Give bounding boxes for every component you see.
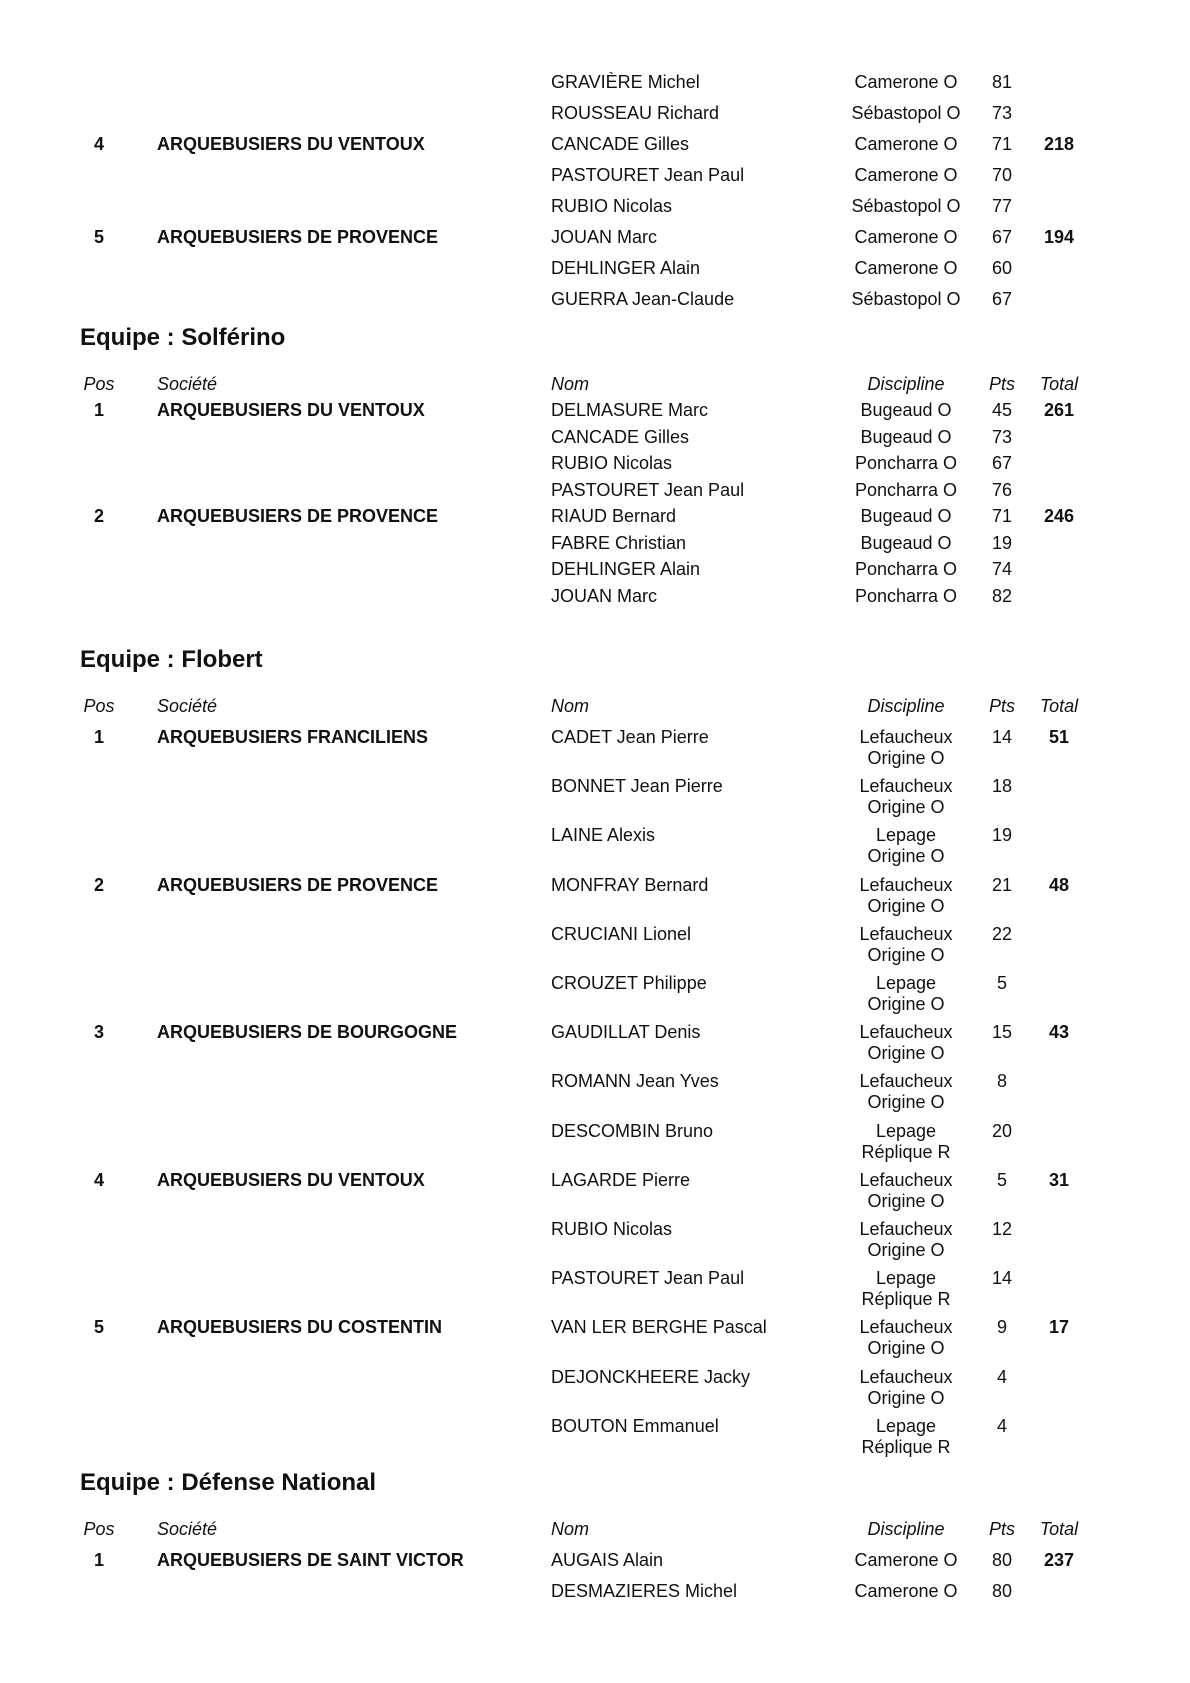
row-pts: 71: [991, 506, 1013, 526]
row-pts: 73: [991, 427, 1013, 447]
row-societe: ARQUEBUSIERS DU VENTOUX: [157, 400, 425, 420]
row-discipline: Lefaucheux: [859, 875, 953, 895]
row-pos: 3: [93, 1022, 104, 1042]
row-nom: LAINE Alexis: [551, 825, 656, 845]
row-discipline: Origine O: [867, 797, 945, 817]
row-pts: 12: [991, 1219, 1013, 1239]
row-discipline: Réplique R: [861, 1289, 951, 1309]
col-header-societe: Société: [157, 1519, 218, 1539]
row-discipline: Poncharra O: [854, 453, 958, 473]
row-discipline: Camerone O: [854, 227, 958, 247]
row-pts: 5: [996, 973, 1007, 993]
row-pos: 1: [93, 1550, 104, 1570]
row-nom: ROUSSEAU Richard: [551, 103, 720, 123]
row-discipline: Origine O: [867, 846, 945, 866]
row-pts: 9: [996, 1317, 1007, 1337]
row-discipline: Origine O: [867, 945, 945, 965]
col-header-nom: Nom: [551, 374, 590, 394]
col-header-discipline: Discipline: [867, 374, 945, 394]
row-discipline: Camerone O: [854, 165, 958, 185]
row-discipline: Lepage: [875, 973, 937, 993]
col-header-pos: Pos: [83, 1519, 115, 1539]
row-total: 237: [1043, 1550, 1075, 1570]
row-discipline: Lefaucheux: [859, 1219, 953, 1239]
col-header-societe: Société: [157, 374, 218, 394]
col-header-total: Total: [1039, 374, 1079, 394]
row-nom: RUBIO Nicolas: [551, 453, 673, 473]
row-pos: 5: [93, 227, 104, 247]
row-pts: 5: [996, 1170, 1007, 1190]
row-nom: DESMAZIERES Michel: [551, 1581, 738, 1601]
row-discipline: Origine O: [867, 748, 945, 768]
row-discipline: Lepage: [875, 1416, 937, 1436]
row-nom: AUGAIS Alain: [551, 1550, 664, 1570]
row-discipline: Sébastopol O: [851, 196, 961, 216]
section-title: Equipe : Solférino: [80, 324, 286, 351]
col-header-pts: Pts: [988, 696, 1015, 716]
row-societe: ARQUEBUSIERS DU VENTOUX: [157, 1170, 425, 1190]
row-discipline: Lefaucheux: [859, 776, 953, 796]
row-discipline: Lepage: [875, 825, 937, 845]
row-total: 31: [1048, 1170, 1070, 1190]
row-nom: DEHLINGER Alain: [551, 258, 701, 278]
row-pos: 2: [93, 506, 104, 526]
row-pts: 4: [996, 1367, 1007, 1387]
row-pts: 67: [991, 453, 1013, 473]
row-pts: 8: [996, 1071, 1007, 1091]
row-pts: 80: [991, 1581, 1013, 1601]
col-header-pos: Pos: [83, 696, 115, 716]
row-pts: 21: [991, 875, 1013, 895]
row-nom: RUBIO Nicolas: [551, 196, 673, 216]
row-nom: DESCOMBIN Bruno: [551, 1121, 714, 1141]
row-pts: 70: [991, 165, 1013, 185]
row-nom: CROUZET Philippe: [551, 973, 707, 993]
row-discipline: Origine O: [867, 1191, 945, 1211]
row-pts: 19: [991, 825, 1013, 845]
row-nom: DELMASURE Marc: [551, 400, 709, 420]
row-societe: ARQUEBUSIERS DE PROVENCE: [157, 506, 439, 526]
row-discipline: Lefaucheux: [859, 1170, 953, 1190]
row-nom: DEHLINGER Alain: [551, 559, 701, 579]
row-nom: RIAUD Bernard: [551, 506, 677, 526]
row-total: 194: [1043, 227, 1075, 247]
row-pts: 20: [991, 1121, 1013, 1141]
row-nom: GAUDILLAT Denis: [551, 1022, 701, 1042]
row-discipline: Lefaucheux: [859, 1367, 953, 1387]
row-discipline: Lefaucheux: [859, 1317, 953, 1337]
row-societe: ARQUEBUSIERS DE BOURGOGNE: [157, 1022, 458, 1042]
row-discipline: Poncharra O: [854, 480, 958, 500]
row-nom: MONFRAY Bernard: [551, 875, 709, 895]
row-pos: 4: [93, 134, 104, 154]
row-societe: ARQUEBUSIERS DE SAINT VICTOR: [157, 1550, 464, 1570]
row-discipline: Sébastopol O: [851, 103, 961, 123]
col-header-pos: Pos: [83, 374, 115, 394]
row-pts: 67: [991, 289, 1013, 309]
row-pts: 74: [991, 559, 1013, 579]
row-societe: ARQUEBUSIERS DE PROVENCE: [157, 227, 439, 247]
row-discipline: Lepage: [875, 1121, 937, 1141]
row-pts: 14: [991, 727, 1013, 747]
row-nom: PASTOURET Jean Paul: [551, 1268, 745, 1288]
row-discipline: Origine O: [867, 1240, 945, 1260]
row-nom: DEJONCKHEERE Jacky: [551, 1367, 751, 1387]
row-discipline: Lefaucheux: [859, 1071, 953, 1091]
row-discipline: Origine O: [867, 1043, 945, 1063]
row-nom: ROMANN Jean Yves: [551, 1071, 719, 1091]
row-pos: 5: [93, 1317, 104, 1337]
row-discipline: Poncharra O: [854, 586, 958, 606]
row-pts: 73: [991, 103, 1013, 123]
row-nom: LAGARDE Pierre: [551, 1170, 691, 1190]
row-pts: 18: [991, 776, 1013, 796]
row-pts: 15: [991, 1022, 1013, 1042]
section-title: Equipe : Flobert: [80, 646, 263, 673]
row-discipline: Camerone O: [854, 134, 958, 154]
row-discipline: Origine O: [867, 896, 945, 916]
row-pts: 45: [991, 400, 1013, 420]
row-pts: 81: [991, 72, 1013, 92]
row-nom: PASTOURET Jean Paul: [551, 480, 745, 500]
row-discipline: Bugeaud O: [860, 506, 952, 526]
row-pts: 60: [991, 258, 1013, 278]
row-societe: ARQUEBUSIERS DU COSTENTIN: [157, 1317, 443, 1337]
col-header-nom: Nom: [551, 1519, 590, 1539]
row-discipline: Bugeaud O: [860, 400, 952, 420]
row-discipline: Lepage: [875, 1268, 937, 1288]
row-societe: ARQUEBUSIERS FRANCILIENS: [157, 727, 429, 747]
row-nom: RUBIO Nicolas: [551, 1219, 673, 1239]
row-nom: JOUAN Marc: [551, 227, 658, 247]
row-total: 17: [1048, 1317, 1070, 1337]
col-header-total: Total: [1039, 696, 1079, 716]
row-nom: JOUAN Marc: [551, 586, 658, 606]
row-discipline: Sébastopol O: [851, 289, 961, 309]
row-total: 48: [1048, 875, 1070, 895]
row-pts: 71: [991, 134, 1013, 154]
row-pts: 22: [991, 924, 1013, 944]
col-header-total: Total: [1039, 1519, 1079, 1539]
section-title: Equipe : Défense National: [80, 1469, 377, 1496]
col-header-societe: Société: [157, 696, 218, 716]
row-discipline: Origine O: [867, 1338, 945, 1358]
col-header-pts: Pts: [988, 374, 1015, 394]
row-nom: CRUCIANI Lionel: [551, 924, 692, 944]
row-discipline: Camerone O: [854, 72, 958, 92]
row-discipline: Camerone O: [854, 1550, 958, 1570]
row-total: 43: [1048, 1022, 1070, 1042]
row-pts: 77: [991, 196, 1013, 216]
row-nom: PASTOURET Jean Paul: [551, 165, 745, 185]
row-nom: GRAVIÈRE Michel: [551, 72, 700, 92]
row-discipline: Réplique R: [861, 1437, 951, 1457]
row-discipline: Lefaucheux: [859, 727, 953, 747]
row-discipline: Réplique R: [861, 1142, 951, 1162]
row-discipline: Bugeaud O: [860, 427, 952, 447]
row-nom: GUERRA Jean-Claude: [551, 289, 735, 309]
row-total: 261: [1043, 400, 1075, 420]
row-discipline: Poncharra O: [854, 559, 958, 579]
row-pts: 4: [996, 1416, 1007, 1436]
row-discipline: Bugeaud O: [860, 533, 952, 553]
row-discipline: Origine O: [867, 1092, 945, 1112]
row-nom: FABRE Christian: [551, 533, 687, 553]
row-pts: 80: [991, 1550, 1013, 1570]
col-header-pts: Pts: [988, 1519, 1015, 1539]
col-header-discipline: Discipline: [867, 1519, 945, 1539]
row-pos: 1: [93, 400, 104, 420]
row-societe: ARQUEBUSIERS DE PROVENCE: [157, 875, 439, 895]
row-pts: 82: [991, 586, 1013, 606]
row-pts: 14: [991, 1268, 1013, 1288]
row-total: 246: [1043, 506, 1075, 526]
row-societe: ARQUEBUSIERS DU VENTOUX: [157, 134, 425, 154]
row-nom: CADET Jean Pierre: [551, 727, 709, 747]
row-discipline: Lefaucheux: [859, 924, 953, 944]
row-pts: 76: [991, 480, 1013, 500]
row-nom: VAN LER BERGHE Pascal: [551, 1317, 767, 1337]
row-total: 218: [1043, 134, 1075, 154]
row-discipline: Camerone O: [854, 258, 958, 278]
col-header-discipline: Discipline: [867, 696, 945, 716]
row-discipline: Camerone O: [854, 1581, 958, 1601]
row-pts: 67: [991, 227, 1013, 247]
row-nom: BOUTON Emmanuel: [551, 1416, 719, 1436]
row-discipline: Origine O: [867, 994, 945, 1014]
row-pos: 2: [93, 875, 104, 895]
row-discipline: Lefaucheux: [859, 1022, 953, 1042]
row-nom: CANCADE Gilles: [551, 134, 690, 154]
row-pos: 1: [93, 727, 104, 747]
row-nom: CANCADE Gilles: [551, 427, 690, 447]
row-discipline: Origine O: [867, 1388, 945, 1408]
row-pts: 19: [991, 533, 1013, 553]
col-header-nom: Nom: [551, 696, 590, 716]
row-pos: 4: [93, 1170, 104, 1190]
row-nom: BONNET Jean Pierre: [551, 776, 723, 796]
row-total: 51: [1048, 727, 1070, 747]
